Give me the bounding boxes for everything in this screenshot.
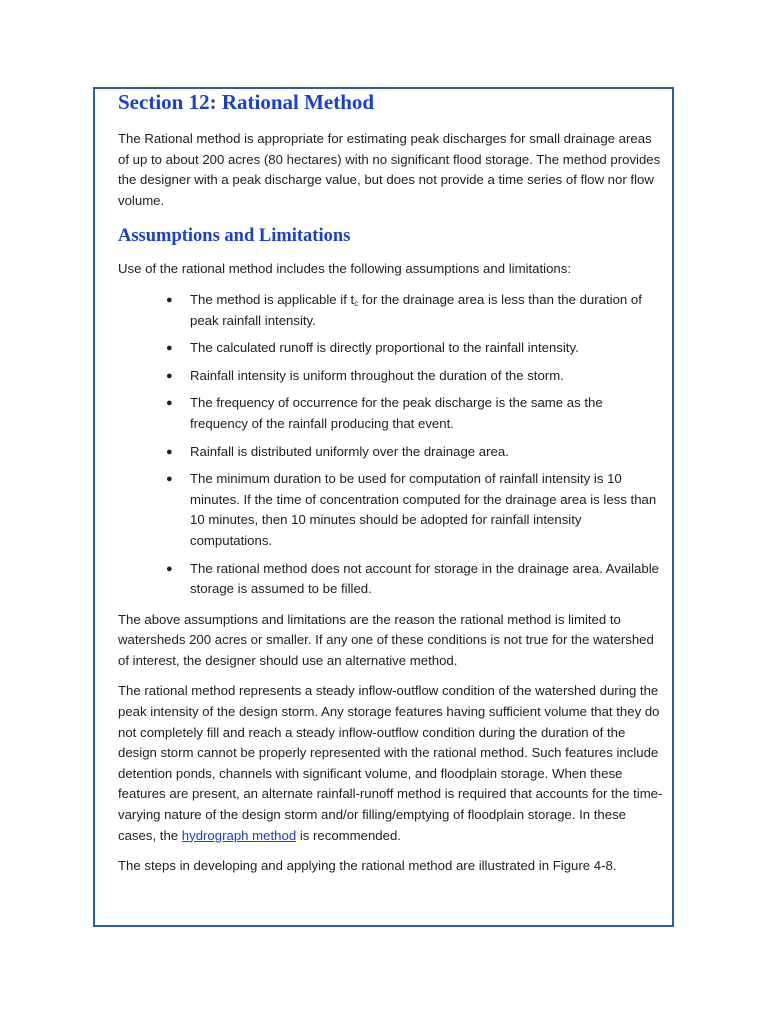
assumptions-lead-paragraph: Use of the rational method includes the following assumptions and limitations: — [118, 261, 572, 277]
section-content — [118, 90, 663, 877]
list-item — [118, 469, 663, 551]
limits-paragraph: The above assumptions and limitations are the reason the rational method is limited to watersheds 200 acres or smaller. If any one of these conditions is not true for the watershed of interest, the designer should use an alternative method. — [118, 611, 654, 668]
list-item-text: The rational method does not account for storage in the drainage area. Available storage is assumed to be filled. — [190, 560, 659, 597]
steady-state-paragraph — [118, 681, 663, 846]
subsection-title: Assumptions and Limitations — [118, 226, 351, 247]
bullet-icon: ● — [166, 473, 173, 486]
list-item — [118, 338, 663, 359]
subscript-c: c — [354, 298, 359, 308]
intro-paragraph: The Rational method is appropriate for estimating peak discharges for small drainage areas of up to about 200 acres (80 hectares) with no significant flood storage. The method provides the designer with a peak discharge value, but does not provide a time series of flow nor flow volume. — [118, 131, 661, 208]
list-item-text-part: for the drainage area is less than the duration of peak rainfall intensity. — [190, 291, 642, 328]
list-item — [118, 366, 663, 387]
section-title: Section 12: Rational Method — [118, 90, 375, 114]
list-item-text: The frequency of occurrence for the peak discharge is the same as the frequency of the rainfall producing that event. — [190, 395, 603, 431]
list-item — [118, 442, 663, 463]
hydrograph-method-link[interactable]: hydrograph method — [181, 827, 297, 843]
list-item-text: The calculated runoff is directly proportional to the rainfall intensity. — [190, 340, 579, 356]
steady-state-text: The rational method represents a steady inflow-outflow condition of the watershed during the peak intensity of the design storm. Any storage features having sufficient volume that they do not completely fill and reach a steady inflow-outflow condition during the duration of the design storm cannot be properly represented with the rational method. Such features include detention ponds, channels with significant volume, and floodplain storage. When these features are present, an alternate rainfall-runoff method is required that accounts for the time-varying nature of the design storm and/or filling/emptying of floodplain storage. In these cases, the — [118, 683, 663, 843]
list-item-text: Rainfall intensity is uniform throughout the duration of the storm. — [190, 367, 564, 383]
bullet-icon: ● — [166, 562, 173, 575]
steps-paragraph: The steps in developing and applying the rational method are illustrated in Figure 4-8. — [118, 858, 617, 874]
steady-state-text-end: is recommended. — [296, 827, 401, 843]
bullet-icon: ● — [166, 293, 173, 306]
bullet-icon: ● — [166, 369, 173, 382]
bullet-icon: ● — [166, 445, 173, 458]
list-item-text: The minimum duration to be used for computation of rainfall intensity is 10 minutes. If the time of concentration computed for the drainage area is less than 10 minutes, then 10 minutes should be adopted for rainfall intensity computations. — [190, 471, 657, 548]
list-item-text: Rainfall is distributed uniformly over the drainage area. — [190, 443, 509, 459]
bullet-icon: ● — [166, 342, 173, 355]
assumptions-list — [118, 290, 663, 600]
list-item — [118, 393, 663, 434]
list-item — [118, 290, 663, 331]
list-item-text-part: The method is applicable if t — [190, 291, 355, 307]
list-item — [118, 559, 663, 600]
bullet-icon: ● — [166, 397, 173, 410]
